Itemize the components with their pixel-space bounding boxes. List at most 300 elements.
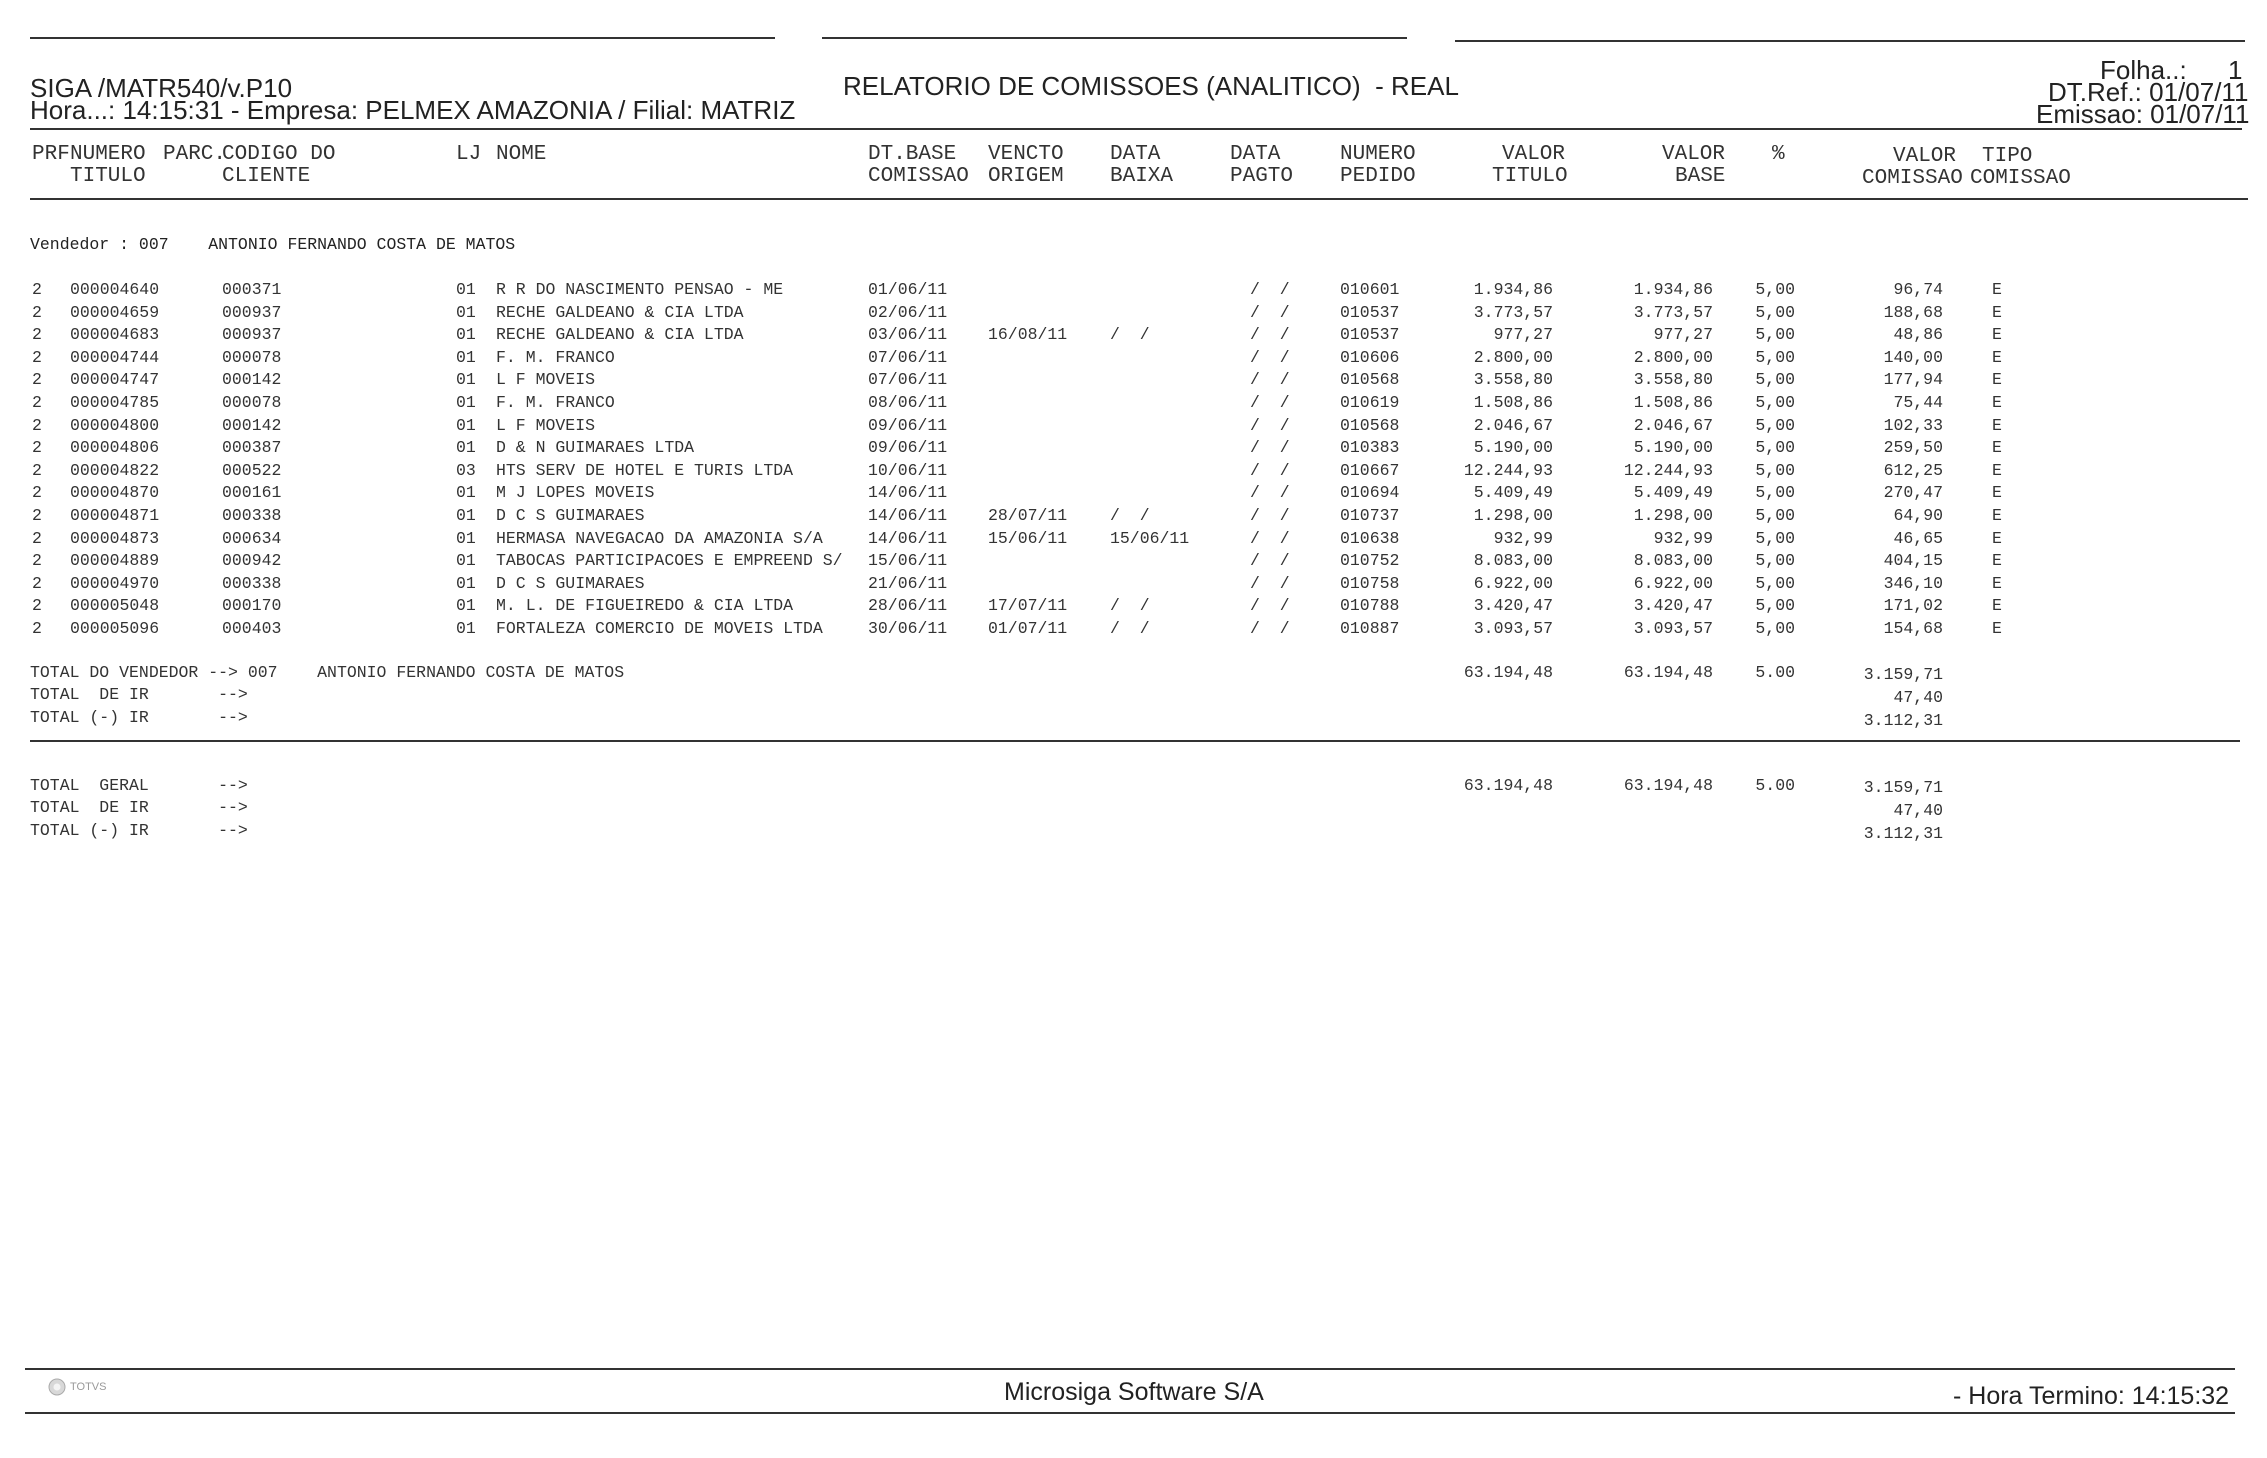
col-tipo-comissao: COMISSAO [1970, 167, 2071, 190]
cell-prf: 2 [32, 325, 42, 345]
cell-numero: 000004640 [70, 280, 160, 299]
cell-vencto: 17/07/11 [988, 596, 1068, 616]
cell-prf: 2 [32, 483, 42, 503]
cell-tipo: E [1992, 438, 2002, 458]
cell-baixa: / / [1110, 506, 1150, 525]
cell-valor-comissao: 102,33 [1883, 415, 1943, 435]
col-titulo: TITULO [70, 165, 146, 188]
col-dt-base: DT.BASE [868, 143, 957, 166]
cell-tipo: E [1992, 596, 2002, 616]
cell-pedido: 010737 [1340, 506, 1400, 525]
cell-cliente: 000942 [222, 551, 282, 571]
totals-separator-rule [30, 740, 2240, 742]
col-pagto: PAGTO [1230, 165, 1294, 188]
cell-nome: RECHE GALDEANO & CIA LTDA [496, 325, 744, 345]
header-bottom-rule [30, 128, 2242, 130]
col-valor-base: VALOR [1662, 143, 1726, 166]
cell-valor-titulo: 3.093,57 [1473, 619, 1553, 638]
cell-lj: 01 [456, 596, 476, 616]
table-row [0, 303, 2267, 326]
cell-percent: 5,00 [1755, 573, 1795, 593]
cell-percent: 5,00 [1755, 460, 1795, 480]
total-geral-valor-base: 63.194,48 [1623, 776, 1713, 795]
cell-pedido: 010619 [1340, 393, 1400, 412]
cell-numero: 000004659 [70, 302, 160, 322]
cell-nome: R R DO NASCIMENTO PENSAO - ME [496, 280, 784, 299]
header-top-rule-right [1455, 40, 2245, 42]
cell-valor-base: 5.190,00 [1633, 438, 1713, 458]
cell-numero: 000004970 [70, 573, 160, 593]
cell-pedido: 010752 [1340, 551, 1400, 571]
cell-nome: M. L. DE FIGUEIREDO & CIA LTDA [496, 596, 794, 616]
cell-dt-base: 30/06/11 [868, 619, 948, 638]
cell-cliente: 000522 [222, 460, 282, 480]
cell-prf: 2 [32, 596, 42, 616]
cell-tipo: E [1992, 347, 2002, 367]
cell-pagto: / / [1250, 460, 1290, 480]
cell-pagto: / / [1250, 370, 1290, 390]
cell-percent: 5,00 [1755, 325, 1795, 345]
cell-valor-base: 932,99 [1653, 528, 1713, 548]
cell-lj: 01 [456, 619, 476, 638]
cell-vencto: 16/08/11 [988, 325, 1068, 345]
cell-tipo: E [1992, 460, 2002, 480]
cell-valor-titulo: 5.409,49 [1473, 483, 1553, 503]
cell-numero: 000004683 [70, 325, 160, 345]
cell-valor-base: 3.420,47 [1633, 596, 1713, 616]
cell-percent: 5,00 [1755, 483, 1795, 503]
cell-dt-base: 09/06/11 [868, 438, 948, 458]
cell-numero: 000004800 [70, 415, 160, 435]
cell-valor-base: 5.409,49 [1633, 483, 1713, 503]
cell-numero: 000004747 [70, 370, 160, 390]
cell-cliente: 000170 [222, 596, 282, 616]
cell-cliente: 000078 [222, 393, 282, 412]
cell-lj: 01 [456, 280, 476, 299]
cell-dt-base: 08/06/11 [868, 393, 948, 412]
cell-valor-base: 2.046,67 [1633, 415, 1713, 435]
cell-tipo: E [1992, 528, 2002, 548]
cell-lj: 01 [456, 393, 476, 412]
cell-valor-comissao: 75,44 [1893, 393, 1943, 412]
cell-valor-titulo: 2.800,00 [1473, 347, 1553, 367]
cell-lj: 01 [456, 438, 476, 458]
cell-nome: TABOCAS PARTICIPACOES E EMPREEND S/ [496, 551, 843, 571]
cell-vencto: 01/07/11 [988, 619, 1068, 638]
cell-pedido: 010568 [1340, 370, 1400, 390]
cell-dt-base: 14/06/11 [868, 483, 948, 503]
cell-dt-base: 10/06/11 [868, 460, 948, 480]
cell-prf: 2 [32, 415, 42, 435]
cell-pagto: / / [1250, 573, 1290, 593]
cell-lj: 01 [456, 302, 476, 322]
col-numero: NUMERO [70, 143, 146, 166]
cell-prf: 2 [32, 551, 42, 571]
cell-valor-titulo: 12.244,93 [1463, 460, 1553, 480]
cell-lj: 01 [456, 551, 476, 571]
cell-nome: FORTALEZA COMERCIO DE MOVEIS LTDA [496, 619, 823, 638]
cell-tipo: E [1992, 415, 2002, 435]
cell-valor-comissao: 154,68 [1883, 619, 1943, 638]
cell-valor-base: 6.922,00 [1633, 573, 1713, 593]
cell-dt-base: 01/06/11 [868, 280, 948, 299]
cell-prf: 2 [32, 347, 42, 367]
cell-pedido: 010568 [1340, 415, 1400, 435]
table-row [0, 280, 2267, 303]
cell-lj: 01 [456, 347, 476, 367]
col-vencto: VENCTO [988, 143, 1064, 166]
cell-percent: 5,00 [1755, 370, 1795, 390]
col-comissao: COMISSAO [1862, 167, 1963, 190]
col-prf: PRF [32, 143, 70, 166]
cell-baixa: / / [1110, 325, 1150, 345]
cell-dt-base: 07/06/11 [868, 347, 948, 367]
footer-bottom-rule [25, 1412, 2235, 1414]
cell-valor-base: 1.934,86 [1633, 280, 1713, 299]
cell-tipo: E [1992, 551, 2002, 571]
cell-vencto: 28/07/11 [988, 506, 1068, 525]
cell-pagto: / / [1250, 302, 1290, 322]
cell-pagto: / / [1250, 325, 1290, 345]
cell-prf: 2 [32, 528, 42, 548]
cell-cliente: 000937 [222, 325, 282, 345]
dt-ref: DT.Ref.: 01/07/11 [2048, 77, 2249, 107]
cell-valor-comissao: 48,86 [1893, 325, 1943, 345]
cell-numero: 000004870 [70, 483, 160, 503]
col-tipo: TIPO [1982, 145, 2033, 168]
cell-percent: 5,00 [1755, 393, 1795, 412]
cell-cliente: 000387 [222, 438, 282, 458]
cell-pedido: 010758 [1340, 573, 1400, 593]
col-valor-titulo: VALOR [1502, 143, 1566, 166]
cell-cliente: 000338 [222, 506, 282, 525]
cell-dt-base: 28/06/11 [868, 596, 948, 616]
cell-lj: 01 [456, 506, 476, 525]
table-row [0, 506, 2267, 529]
cell-pedido: 010606 [1340, 347, 1400, 367]
cell-cliente: 000937 [222, 302, 282, 322]
report-program: SIGA /MATR540/v.P10 [30, 73, 293, 103]
table-row [0, 348, 2267, 371]
cell-nome: HTS SERV DE HOTEL E TURIS LTDA [496, 460, 794, 480]
cell-numero: 000005096 [70, 619, 160, 638]
cell-baixa: / / [1110, 596, 1150, 616]
cell-dt-base: 14/06/11 [868, 506, 948, 525]
cell-pedido: 010638 [1340, 528, 1400, 548]
table-row [0, 551, 2267, 574]
totvs-logo-icon [48, 1378, 66, 1396]
total-vendedor-ir-label: TOTAL DE IR --> [30, 685, 248, 704]
totvs-logo [48, 1378, 106, 1396]
table-row [0, 438, 2267, 461]
cell-tipo: E [1992, 370, 2002, 390]
table-row [0, 461, 2267, 484]
cell-valor-comissao: 612,25 [1883, 460, 1943, 480]
cell-valor-base: 1.298,00 [1633, 506, 1713, 525]
cell-pagto: / / [1250, 506, 1290, 525]
cell-tipo: E [1992, 573, 2002, 593]
total-geral-ir-label: TOTAL DE IR --> [30, 798, 248, 817]
cell-valor-titulo: 6.922,00 [1473, 573, 1553, 593]
cell-percent: 5,00 [1755, 596, 1795, 616]
cell-pagto: / / [1250, 619, 1290, 638]
total-geral-liq-value: 3.112,31 [1863, 824, 1943, 843]
folha-label: Folha..: [2100, 55, 2187, 85]
total-geral-valor-comissao: 3.159,71 [1863, 778, 1943, 797]
cell-percent: 5,00 [1755, 347, 1795, 367]
emissao: Emissao: 01/07/11 [2036, 99, 2250, 129]
cell-prf: 2 [32, 460, 42, 480]
cell-tipo: E [1992, 302, 2002, 322]
col-baixa: BAIXA [1110, 165, 1174, 188]
cell-cliente: 000161 [222, 483, 282, 503]
cell-percent: 5,00 [1755, 551, 1795, 571]
total-geral-label: TOTAL GERAL --> [30, 776, 248, 795]
cell-valor-titulo: 3.558,80 [1473, 370, 1553, 390]
cell-numero: 000004871 [70, 506, 160, 525]
cell-percent: 5,00 [1755, 528, 1795, 548]
total-vendedor-percent: 5.00 [1755, 663, 1795, 682]
cell-pedido: 010537 [1340, 325, 1400, 345]
cell-numero: 000004873 [70, 528, 160, 548]
table-row [0, 370, 2267, 393]
cell-lj: 01 [456, 483, 476, 503]
cell-valor-base: 3.558,80 [1633, 370, 1713, 390]
cell-numero: 000004744 [70, 347, 160, 367]
cell-cliente: 000142 [222, 370, 282, 390]
col-codigo: CODIGO DO [222, 143, 336, 166]
cell-dt-base: 09/06/11 [868, 415, 948, 435]
table-row [0, 393, 2267, 416]
cell-valor-comissao: 259,50 [1883, 438, 1943, 458]
cell-valor-comissao: 140,00 [1883, 347, 1943, 367]
cell-percent: 5,00 [1755, 302, 1795, 322]
col-origem: ORIGEM [988, 165, 1064, 188]
cell-pedido: 010887 [1340, 619, 1400, 638]
cell-tipo: E [1992, 619, 2002, 638]
col-data-pagto: DATA [1230, 143, 1281, 166]
col-lj: LJ [456, 143, 482, 166]
cell-valor-base: 1.508,86 [1633, 393, 1713, 412]
cell-lj: 01 [456, 415, 476, 435]
cell-prf: 2 [32, 302, 42, 322]
cell-valor-comissao: 64,90 [1893, 506, 1943, 525]
cell-nome: L F MOVEIS [496, 370, 596, 390]
cell-nome: D C S GUIMARAES [496, 506, 645, 525]
columns-bottom-rule [30, 198, 2248, 200]
table-row [0, 596, 2267, 619]
cell-baixa: / / [1110, 619, 1150, 638]
cell-pedido: 010694 [1340, 483, 1400, 503]
cell-pagto: / / [1250, 551, 1290, 571]
total-vendedor-liq-value: 3.112,31 [1863, 711, 1943, 730]
cell-pagto: / / [1250, 483, 1290, 503]
table-row [0, 325, 2267, 348]
cell-cliente: 000371 [222, 280, 282, 299]
cell-pagto: / / [1250, 528, 1290, 548]
cell-prf: 2 [32, 393, 42, 412]
cell-pagto: / / [1250, 415, 1290, 435]
cell-prf: 2 [32, 506, 42, 525]
total-vendedor-valor-base: 63.194,48 [1623, 663, 1713, 682]
col-pedido: PEDIDO [1340, 165, 1416, 188]
cell-percent: 5,00 [1755, 506, 1795, 525]
cell-lj: 01 [456, 528, 476, 548]
cell-nome: M J LOPES MOVEIS [496, 483, 655, 503]
report-hora-empresa: Hora...: 14:15:31 - Empresa: PELMEX AMAZONIA / Filial: MATRIZ [30, 95, 796, 125]
cell-tipo: E [1992, 506, 2002, 525]
cell-valor-base: 2.800,00 [1633, 347, 1713, 367]
cell-prf: 2 [32, 438, 42, 458]
cell-numero: 000004806 [70, 438, 160, 458]
cell-pagto: / / [1250, 280, 1290, 299]
cell-valor-comissao: 346,10 [1883, 573, 1943, 593]
cell-percent: 5,00 [1755, 280, 1795, 299]
cell-cliente: 000403 [222, 619, 282, 638]
cell-vencto: 15/06/11 [988, 528, 1068, 548]
total-vendedor-label: TOTAL DO VENDEDOR --> 007 ANTONIO FERNANDO COSTA DE MATOS [30, 663, 625, 682]
cell-baixa: 15/06/11 [1110, 528, 1190, 548]
total-vendedor-valor-comissao: 3.159,71 [1863, 665, 1943, 684]
cell-numero: 000004785 [70, 393, 160, 412]
cell-dt-base: 21/06/11 [868, 573, 948, 593]
col-valor-titulo-2: TITULO [1492, 165, 1568, 188]
cell-tipo: E [1992, 393, 2002, 412]
cell-valor-comissao: 46,65 [1893, 528, 1943, 548]
cell-prf: 2 [32, 280, 42, 299]
cell-valor-titulo: 2.046,67 [1473, 415, 1553, 435]
cell-cliente: 000078 [222, 347, 282, 367]
cell-pedido: 010667 [1340, 460, 1400, 480]
footer-company: Microsiga Software S/A [1004, 1378, 1264, 1406]
cell-pagto: / / [1250, 347, 1290, 367]
cell-tipo: E [1992, 280, 2002, 299]
total-geral-ir-value: 47,40 [1893, 801, 1943, 820]
cell-valor-comissao: 188,68 [1883, 302, 1943, 322]
cell-pagto: / / [1250, 393, 1290, 412]
cell-valor-titulo: 3.420,47 [1473, 596, 1553, 616]
cell-valor-titulo: 1.298,00 [1473, 506, 1553, 525]
cell-valor-titulo: 1.508,86 [1473, 393, 1553, 412]
total-vendedor-valor-titulo: 63.194,48 [1463, 663, 1553, 682]
cell-dt-base: 14/06/11 [868, 528, 948, 548]
col-numero-pedido: NUMERO [1340, 143, 1416, 166]
col-percent: % [1772, 143, 1785, 166]
cell-nome: RECHE GALDEANO & CIA LTDA [496, 302, 744, 322]
cell-pedido: 010537 [1340, 302, 1400, 322]
cell-percent: 5,00 [1755, 438, 1795, 458]
total-geral-valor-titulo: 63.194,48 [1463, 776, 1553, 795]
cell-pagto: / / [1250, 596, 1290, 616]
cell-valor-titulo: 932,99 [1493, 528, 1553, 548]
cell-tipo: E [1992, 325, 2002, 345]
total-vendedor-ir-value: 47,40 [1893, 688, 1943, 707]
cell-lj: 03 [456, 460, 476, 480]
totvs-logo-text: TOTVS [70, 1381, 107, 1393]
vendedor-line: Vendedor : 007 ANTONIO FERNANDO COSTA DE MATOS [30, 235, 516, 254]
total-vendedor-liq-label: TOTAL (-) IR --> [30, 708, 248, 727]
col-cliente: CLIENTE [222, 165, 311, 188]
cell-valor-comissao: 171,02 [1883, 596, 1943, 616]
cell-pedido: 010383 [1340, 438, 1400, 458]
cell-dt-base: 02/06/11 [868, 302, 948, 322]
col-parc: PARC. [163, 143, 227, 166]
cell-nome: HERMASA NAVEGACAO DA AMAZONIA S/A [496, 528, 823, 548]
cell-valor-comissao: 270,47 [1883, 483, 1943, 503]
cell-valor-comissao: 404,15 [1883, 551, 1943, 571]
col-valor-comissao: VALOR [1893, 145, 1957, 168]
cell-valor-titulo: 5.190,00 [1473, 438, 1553, 458]
footer-hora-termino: - Hora Termino: 14:15:32 [1953, 1382, 2230, 1410]
cell-cliente: 000634 [222, 528, 282, 548]
cell-dt-base: 07/06/11 [868, 370, 948, 390]
table-row [0, 416, 2267, 439]
cell-lj: 01 [456, 370, 476, 390]
cell-dt-base: 03/06/11 [868, 325, 948, 345]
table-row [0, 529, 2267, 552]
cell-lj: 01 [456, 573, 476, 593]
col-dt-base-comissao: COMISSAO [868, 165, 969, 188]
cell-numero: 000004822 [70, 460, 160, 480]
cell-numero: 000004889 [70, 551, 160, 571]
footer-top-rule [25, 1368, 2235, 1370]
cell-nome: F. M. FRANCO [496, 347, 615, 367]
cell-nome: D & N GUIMARAES LTDA [496, 438, 695, 458]
col-base: BASE [1675, 165, 1726, 188]
table-row [0, 619, 2267, 642]
cell-nome: L F MOVEIS [496, 415, 596, 435]
cell-valor-base: 12.244,93 [1623, 460, 1713, 480]
cell-cliente: 000142 [222, 415, 282, 435]
col-data-baixa: DATA [1110, 143, 1161, 166]
table-row [0, 574, 2267, 597]
cell-valor-base: 8.083,00 [1633, 551, 1713, 571]
cell-valor-comissao: 177,94 [1883, 370, 1943, 390]
cell-nome: F. M. FRANCO [496, 393, 615, 412]
cell-valor-titulo: 8.083,00 [1473, 551, 1553, 571]
cell-percent: 5,00 [1755, 619, 1795, 638]
cell-prf: 2 [32, 619, 42, 638]
cell-valor-comissao: 96,74 [1893, 280, 1943, 299]
report-title: RELATORIO DE COMISSOES (ANALITICO) - REAL [843, 71, 1459, 101]
cell-tipo: E [1992, 483, 2002, 503]
cell-nome: D C S GUIMARAES [496, 573, 645, 593]
cell-valor-titulo: 3.773,57 [1473, 302, 1553, 322]
col-nome: NOME [496, 143, 547, 166]
total-geral-percent: 5.00 [1755, 776, 1795, 795]
cell-cliente: 000338 [222, 573, 282, 593]
cell-valor-titulo: 1.934,86 [1473, 280, 1553, 299]
cell-valor-base: 3.773,57 [1633, 302, 1713, 322]
table-row [0, 483, 2267, 506]
cell-numero: 000005048 [70, 596, 160, 616]
header-top-rule-middle [822, 37, 1407, 39]
cell-prf: 2 [32, 573, 42, 593]
header-top-rule-left [30, 37, 775, 39]
cell-pagto: / / [1250, 438, 1290, 458]
total-geral-liq-label: TOTAL (-) IR --> [30, 821, 248, 840]
folha-value: 1 [2228, 55, 2243, 85]
cell-valor-base: 3.093,57 [1633, 619, 1713, 638]
cell-pedido: 010601 [1340, 280, 1400, 299]
cell-lj: 01 [456, 325, 476, 345]
cell-valor-titulo: 977,27 [1493, 325, 1553, 345]
cell-percent: 5,00 [1755, 415, 1795, 435]
cell-dt-base: 15/06/11 [868, 551, 948, 571]
cell-valor-base: 977,27 [1653, 325, 1713, 345]
cell-pedido: 010788 [1340, 596, 1400, 616]
cell-prf: 2 [32, 370, 42, 390]
